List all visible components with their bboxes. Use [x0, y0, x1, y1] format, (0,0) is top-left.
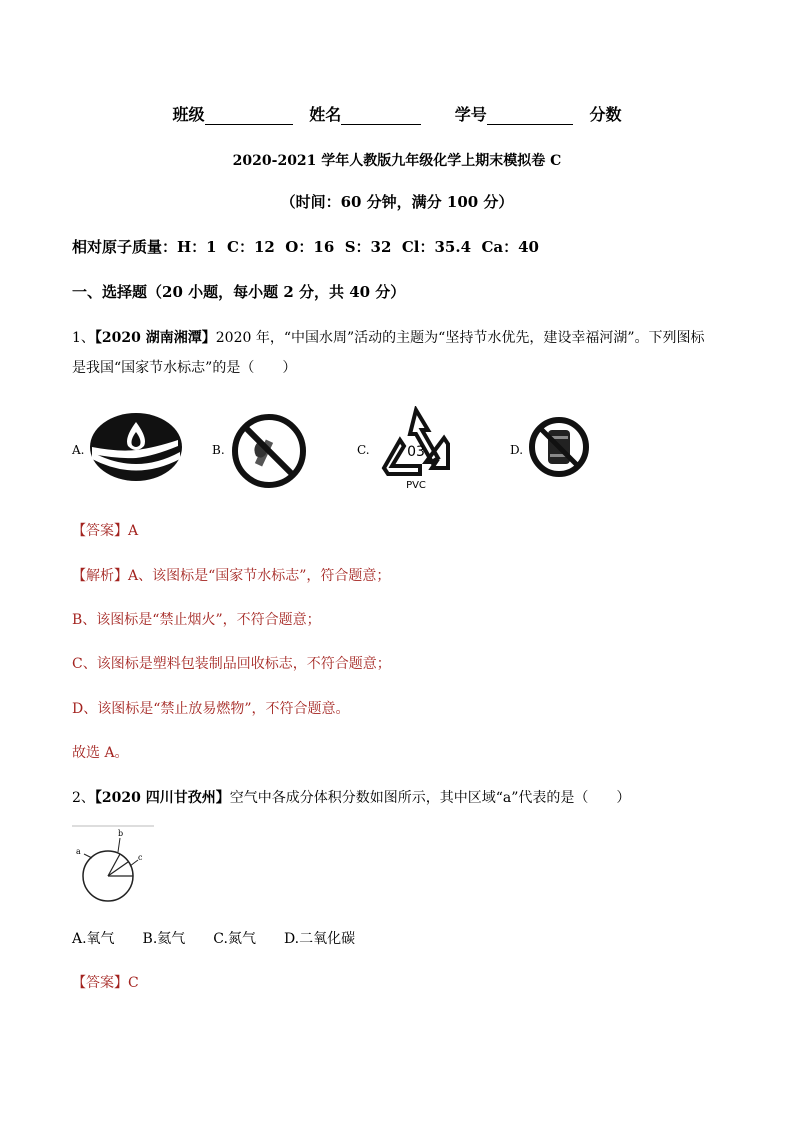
- q2-answer-value: C: [128, 975, 139, 991]
- class-label: 班级: [172, 105, 205, 124]
- q1-analysis-a: A、该图标是“国家节水标志”，符合题意；: [128, 568, 391, 584]
- q2-answer-tag: 【答案】: [72, 975, 128, 991]
- section-title: 一、选择题（20 小题，每小题 2 分，共 40 分）: [72, 283, 406, 301]
- q1-source: 【2020 湖南湘潭】: [94, 330, 216, 346]
- region-b-label: b: [118, 829, 124, 838]
- air-composition-pie-figure: [72, 824, 162, 906]
- q1-analysis-tag: 【解析】: [72, 568, 128, 584]
- q1-text-line2: 是我国“国家节水标志”的是（ ）: [72, 360, 297, 376]
- q1-text-line1: 2020 年，“中国水周”活动的主题为“坚持节水优先，建设幸福河湖”。下列图标: [215, 330, 705, 346]
- q2-number: 2、: [72, 790, 95, 806]
- option-a-label: A.: [72, 443, 85, 457]
- option-b-label: B.: [212, 443, 225, 457]
- q1-answer-value: A: [128, 523, 139, 539]
- score-label: 分数: [589, 105, 622, 124]
- q1-analysis-conclusion: 故选 A。: [72, 745, 129, 761]
- student-id-blank[interactable]: [487, 108, 573, 125]
- q2-options: A.氧气 B.氦气 C.氮气 D.二氧化碳: [72, 931, 356, 947]
- recycle-caption: PVC: [406, 480, 426, 491]
- student-id-label: 学号: [454, 105, 487, 124]
- atomic-mass-line: 相对原子质量：H：1 C：12 O：16 S：32 Cl：35.4 Ca：40: [72, 238, 539, 256]
- no-fire-icon: [230, 412, 308, 490]
- q1-line1: [72, 327, 704, 347]
- water-saving-icon: [88, 412, 184, 482]
- name-label: 姓名: [309, 105, 342, 124]
- recycle-pvc-icon: [376, 406, 456, 492]
- exam-title: 2020-2021 学年人教版九年级化学上期末模拟卷 C: [232, 153, 562, 169]
- region-c-label: c: [138, 853, 143, 862]
- exam-header: [0, 102, 794, 125]
- q1-analysis-d: D、该图标是“禁止放易燃物”，不符合题意。: [72, 701, 350, 717]
- recycle-code: 03: [407, 444, 425, 460]
- q1-analysis-b: B、该图标是“禁止烟火”，不符合题意；: [72, 612, 321, 628]
- q1-analysis-line1: [72, 565, 390, 585]
- q2-source: 【2020 四川甘孜州】: [94, 790, 230, 806]
- option-d-label: D.: [510, 443, 524, 457]
- region-a-label: a: [76, 847, 81, 856]
- q1-answer-tag: 【答案】: [72, 523, 128, 539]
- q1-number: 1、: [72, 330, 95, 346]
- q2-answer: [72, 972, 139, 992]
- option-c-label: C.: [357, 443, 370, 457]
- name-blank[interactable]: [341, 108, 421, 125]
- no-flammable-icon: [528, 414, 590, 480]
- class-blank[interactable]: [205, 108, 293, 125]
- q1-analysis-c: C、该图标是塑料包装制品回收标志，不符合题意；: [72, 656, 391, 672]
- q1-answer: [72, 520, 138, 540]
- time-info: （时间：60 分钟，满分 100 分）: [280, 193, 514, 211]
- q2-text: 空气中各成分体积分数如图所示，其中区域“a”代表的是（ ）: [229, 790, 631, 806]
- q2-line: [72, 787, 630, 807]
